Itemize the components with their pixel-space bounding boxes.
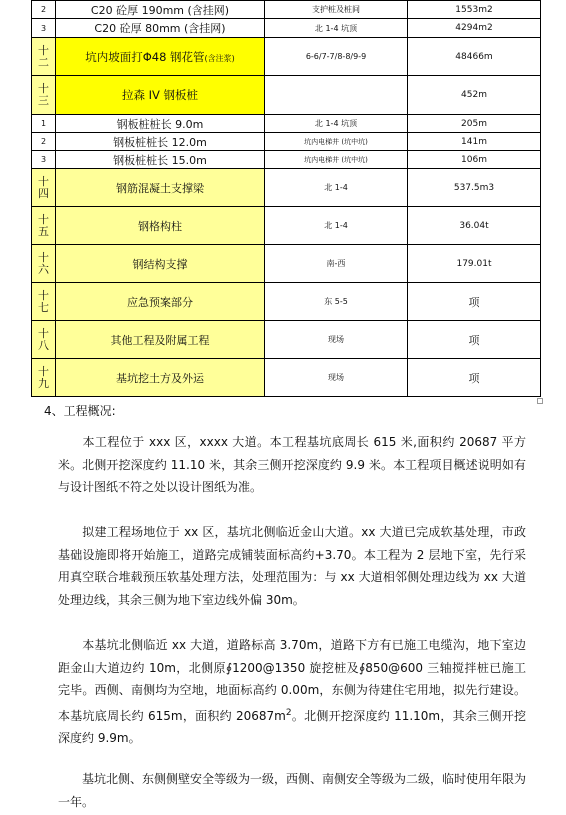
paragraph-4-text: 基坑北侧、东侧侧壁安全等级为一级，西侧、南侧安全等级为二级，临时使用年限为一年。 [58, 772, 527, 809]
row-name [56, 133, 265, 151]
paragraph-3-text-b: 。北侧开挖深度约 11.10m，其余三侧开挖深度约 9.9m。 [58, 708, 526, 745]
table-resize-handle[interactable] [537, 398, 543, 404]
row-name [56, 245, 265, 283]
paragraph-2-text: 拟建工程场地位于 xx 区，基坑北侧临近金山大道。xx 大道已完成软基处理，市政基础设施即将开始施工，道路完成铺装面标高约+3.70。本工程为 2 层地下室，先行采用真空联合堆载预压软基处理方法，处理范围为：与 xx 大道相邻侧处理边线为 xx 大道处理边线，其余三侧为地下室边线外偏 30m。 [58, 525, 526, 607]
row-seq: 十 二 [32, 38, 56, 76]
row-seq: 十 八 [32, 321, 56, 359]
row-quantity: 36.04t [408, 207, 541, 245]
row-seq: 1 [32, 115, 56, 133]
row-location: 南-西 [265, 245, 408, 283]
row-name [56, 169, 265, 207]
row-quantity: 205m [408, 115, 541, 133]
table-row [32, 115, 541, 133]
table-row [32, 321, 541, 359]
row-name [56, 321, 265, 359]
paragraph-3 [58, 634, 526, 750]
row-name-text: C20 砼厚 190mm (含挂网) [90, 3, 230, 17]
paragraph-3-text-a: 本基坑北侧临近 xx 大道，道路标高 3.70m，道路下方有已施工电缆沟，地下室边距金山大道边约 10m，北侧原∮1200@1350 旋挖桩及∮850@600 三轴搅拌桩已施工完毕。西侧、南侧均为空地，地面标高约 0.00m，东侧为待建住宅用地，拟先行建设。本基坑底周长约 615m，面积约 20687m [58, 638, 526, 723]
table-row [32, 19, 541, 38]
table-row [32, 359, 541, 397]
row-name-suffix: (含注浆) [204, 53, 235, 63]
row-name-text: 坑内坡面打Φ48 钢花管 [85, 49, 205, 64]
row-quantity: 537.5m3 [408, 169, 541, 207]
row-name [56, 1, 265, 19]
row-seq: 十 五 [32, 207, 56, 245]
row-seq: 3 [32, 19, 56, 38]
row-quantity: 1553m2 [408, 1, 541, 19]
table-row [32, 1, 541, 19]
row-name [56, 115, 265, 133]
row-name-text: 钢筋混凝土支撑梁 [116, 181, 204, 195]
row-location: 支护桩及桩间 [265, 1, 408, 19]
row-seq: 十 六 [32, 245, 56, 283]
row-name [56, 19, 265, 38]
row-name [56, 207, 265, 245]
row-name-text: 钢板桩桩长 9.0m [116, 117, 204, 131]
row-location [265, 76, 408, 115]
row-location: 北 1-4 [265, 169, 408, 207]
row-name [56, 151, 265, 169]
row-quantity: 106m [408, 151, 541, 169]
row-name-text: 钢结构支撑 [132, 257, 188, 271]
row-quantity: 项 [408, 321, 541, 359]
row-quantity: 项 [408, 359, 541, 397]
paragraph-2 [58, 521, 526, 611]
row-name-text: 钢格构柱 [138, 219, 182, 233]
quantity-table [31, 0, 541, 397]
row-seq: 十 三 [32, 76, 56, 115]
row-location: 6-6/7-7/8-8/9-9 [265, 38, 408, 76]
table-row [32, 207, 541, 245]
row-quantity: 141m [408, 133, 541, 151]
row-location: 坑内电梯井 (坑中坑) [265, 133, 408, 151]
section-title: 4、工程概况: [44, 404, 116, 418]
row-location: 东 5-5 [265, 283, 408, 321]
table-row [32, 169, 541, 207]
row-quantity: 项 [408, 283, 541, 321]
row-name-text: 拉森 IV 钢板桩 [121, 88, 199, 102]
row-name [56, 359, 265, 397]
row-name [56, 283, 265, 321]
row-name-text: 钢板桩桩长 15.0m [113, 153, 207, 167]
row-seq: 十 四 [32, 169, 56, 207]
table-row [32, 151, 541, 169]
row-name [56, 38, 265, 76]
row-quantity: 179.01t [408, 245, 541, 283]
table-row [32, 245, 541, 283]
table-row [32, 283, 541, 321]
row-name-text: 应急预案部分 [127, 295, 193, 309]
row-quantity: 452m [408, 76, 541, 115]
row-seq: 2 [32, 1, 56, 19]
row-location: 现场 [265, 359, 408, 397]
row-seq: 2 [32, 133, 56, 151]
row-name [56, 76, 265, 115]
row-name-text: 其他工程及附属工程 [110, 333, 210, 347]
row-seq: 十 九 [32, 359, 56, 397]
row-location: 北 1-4 坑顶 [265, 115, 408, 133]
row-seq: 十 七 [32, 283, 56, 321]
row-location: 北 1-4 坑顶 [265, 19, 408, 38]
row-name-text: 钢板桩桩长 12.0m [113, 135, 207, 149]
paragraph-1-text: 本工程位于 xxx 区，xxxx 大道。本工程基坑底周长 615 米,面积约 20687 平方米。北侧开挖深度约 11.10 米，其余三侧开挖深度约 9.9 米。本工程项目概述说明如有与设计图纸不符之处以设计图纸为准。 [58, 435, 526, 494]
paragraph-1 [58, 431, 526, 499]
table-row [32, 38, 541, 76]
row-location: 坑内电梯井 (坑中坑) [265, 151, 408, 169]
row-name-text: 基坑挖土方及外运 [116, 371, 204, 385]
row-seq: 3 [32, 151, 56, 169]
row-name-text: C20 砼厚 80mm (含挂网) [94, 22, 226, 35]
paragraph-4 [58, 768, 526, 813]
row-quantity: 48466m [408, 38, 541, 76]
row-location: 现场 [265, 321, 408, 359]
table-row [32, 76, 541, 115]
table-row [32, 133, 541, 151]
row-location: 北 1-4 [265, 207, 408, 245]
row-quantity: 4294m2 [408, 19, 541, 38]
superscript: 2 [285, 707, 292, 718]
